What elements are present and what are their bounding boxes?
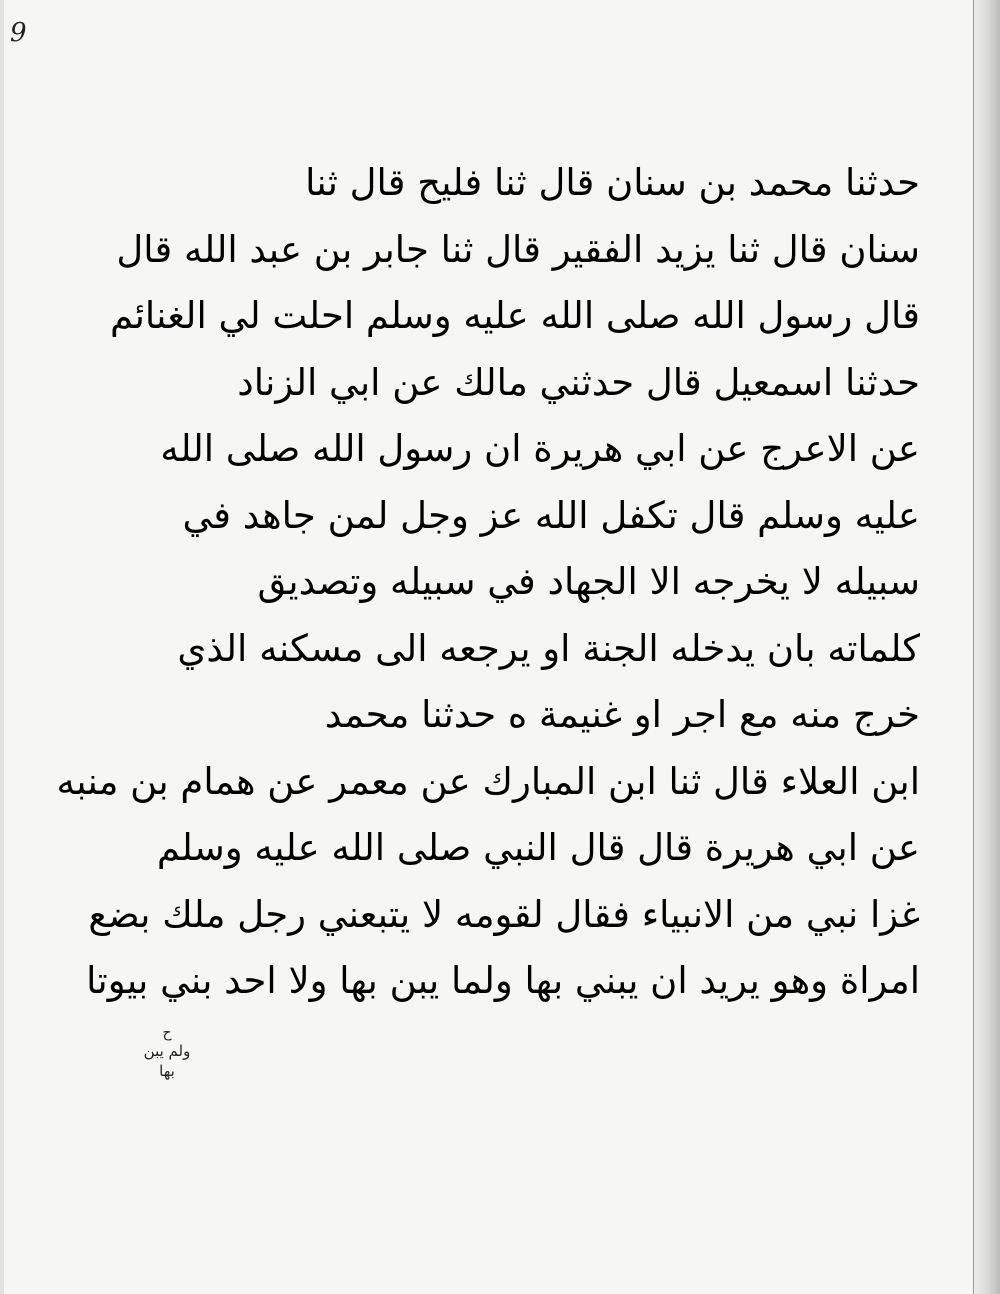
page-edge-left	[0, 0, 4, 1294]
margin-note	[135, 1025, 199, 1080]
manuscript-line: عن الاعرج عن ابي هريرة ان رسول الله صلى الله	[160, 427, 920, 470]
manuscript-line: كلماته بان يدخله الجنة او يرجعه الى مسكنه الذي	[177, 626, 920, 670]
manuscript-line: امراة وهو يريد ان يبني بها ولما يبن بها ولا احد بني بيوتا	[86, 959, 920, 1002]
manuscript-line: خرج منه مع اجر او غنيمة ه حدثنا محمد	[324, 693, 920, 736]
manuscript-line: حدثنا اسمعيل قال حدثني مالك عن ابي الزناد	[237, 360, 920, 404]
manuscript-line: سنان قال ثنا يزيد الفقير قال ثنا جابر بن عبد الله قال	[116, 227, 920, 271]
page-edge-right	[973, 0, 1000, 1294]
manuscript-line: ابن العلاء قال ثنا ابن المبارك عن معمر عن همام بن منبه	[56, 759, 920, 803]
manuscript-line: قال رسول الله صلى الله عليه وسلم احلت لي الغنائم	[109, 294, 920, 337]
manuscript-line: حدثنا محمد بن سنان قال ثنا فليح قال ثنا	[305, 161, 920, 204]
manuscript-line: سبيله لا يخرجه الا الجهاد في سبيله وتصديق	[257, 560, 920, 603]
manuscript-line: عن ابي هريرة قال قال النبي صلى الله عليه وسلم	[156, 826, 920, 869]
folio-number: 9	[10, 18, 27, 48]
margin-note-mark: ح	[162, 1025, 172, 1041]
manuscript-line: عليه وسلم قال تكفل الله عز وجل لمن جاهد في	[182, 493, 920, 537]
manuscript-text-block	[56, 150, 920, 1015]
manuscript-line: غزا نبي من الانبياء فقال لقومه لا يتبعني رجل ملك بضع	[88, 892, 920, 936]
margin-note-text: ولم يبن بها	[143, 1042, 191, 1080]
